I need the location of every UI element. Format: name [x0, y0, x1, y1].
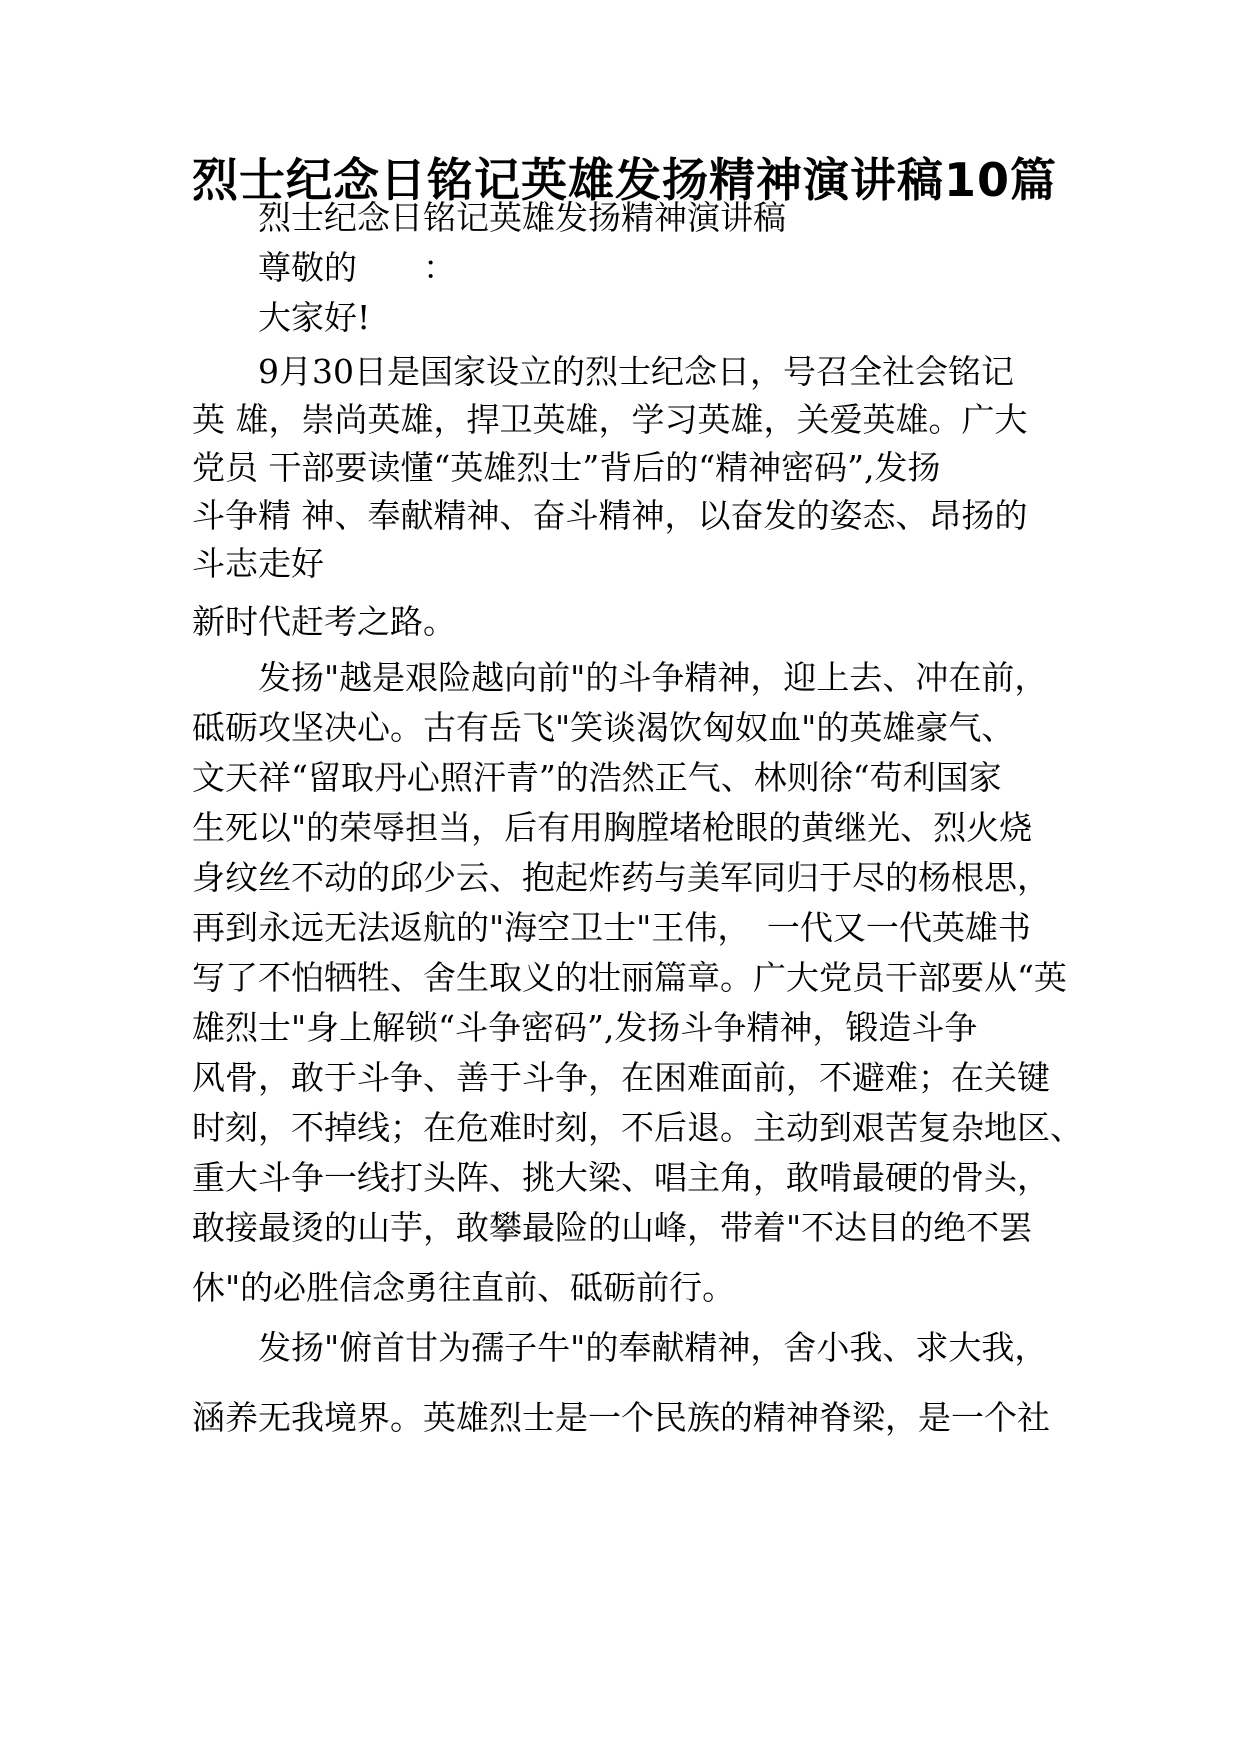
document-title: 烈士纪念日铭记英雄发扬精神演讲稿10篇	[192, 153, 1058, 207]
text-line: 斗志走好	[192, 544, 324, 583]
text-line: 写了不怕牺牲、舍生取义的壮丽篇章。广大党员干部要从“英	[192, 958, 1067, 997]
text-line: 雄烈士"身上解锁“斗争密码”,发扬斗争精神，锻造斗争	[192, 1008, 978, 1047]
text-line: 休"的必胜信念勇往直前、砥砺前行。	[192, 1268, 736, 1307]
subtitle-line: 烈士纪念日铭记英雄发扬精神演讲稿	[258, 198, 786, 237]
text-line: 斗争精 神、奉献精神、奋斗精神，以奋发的姿态、昂扬的	[192, 496, 1028, 535]
greeting-line: 大家好!	[258, 298, 371, 337]
text-line: 敢接最烫的山芋，敢攀最险的山峰，带着"不达目的绝不罢	[192, 1208, 1033, 1247]
text-line: 发扬"越是艰险越向前"的斗争精神，迎上去、冲在前，	[258, 658, 1048, 697]
text-line: 党员 干部要读懂“英雄烈士”背后的“精神密码”,发扬	[192, 448, 941, 487]
text-line: 身纹丝不动的邱少云、抱起炸药与美军同归于尽的杨根思，	[192, 858, 1050, 897]
text-line: 砥砺攻坚决心。古有岳飞"笑谈渴饮匈奴血"的英雄豪气、	[192, 708, 1015, 747]
text-line: 新时代赶考之路。	[192, 602, 456, 641]
text-line: 英 雄，崇尚英雄，捍卫英雄，学习英雄，关爱英雄。广大	[192, 400, 1028, 439]
salutation-line: 尊敬的 ：	[258, 248, 456, 287]
text-line: 重大斗争一线打头阵、挑大梁、唱主角，敢啃最硬的骨头，	[192, 1158, 1050, 1197]
text-line: 文天祥“留取丹心照汗青”的浩然正气、林则徐“苟利国家	[192, 758, 1002, 797]
text-line: 时刻，不掉线；在危难时刻，不后退。主动到艰苦复杂地区、	[192, 1108, 1083, 1147]
text-line: 风骨，敢于斗争、善于斗争，在困难面前，不避难；在关键	[192, 1058, 1050, 1097]
text-line: 9月30日是国家设立的烈士纪念日，号召全社会铭记	[258, 352, 1014, 391]
text-line: 再到永远无法返航的"海空卫士"王伟， 一代又一代英雄书	[192, 908, 1031, 947]
text-line: 涵养无我境界。英雄烈士是一个民族的精神脊梁，是一个社	[192, 1398, 1050, 1437]
text-line: 生死以"的荣辱担当，后有用胸膛堵枪眼的黄继光、烈火烧	[192, 808, 1033, 847]
text-line: 发扬"俯首甘为孺子牛"的奉献精神，舍小我、求大我，	[258, 1328, 1048, 1367]
